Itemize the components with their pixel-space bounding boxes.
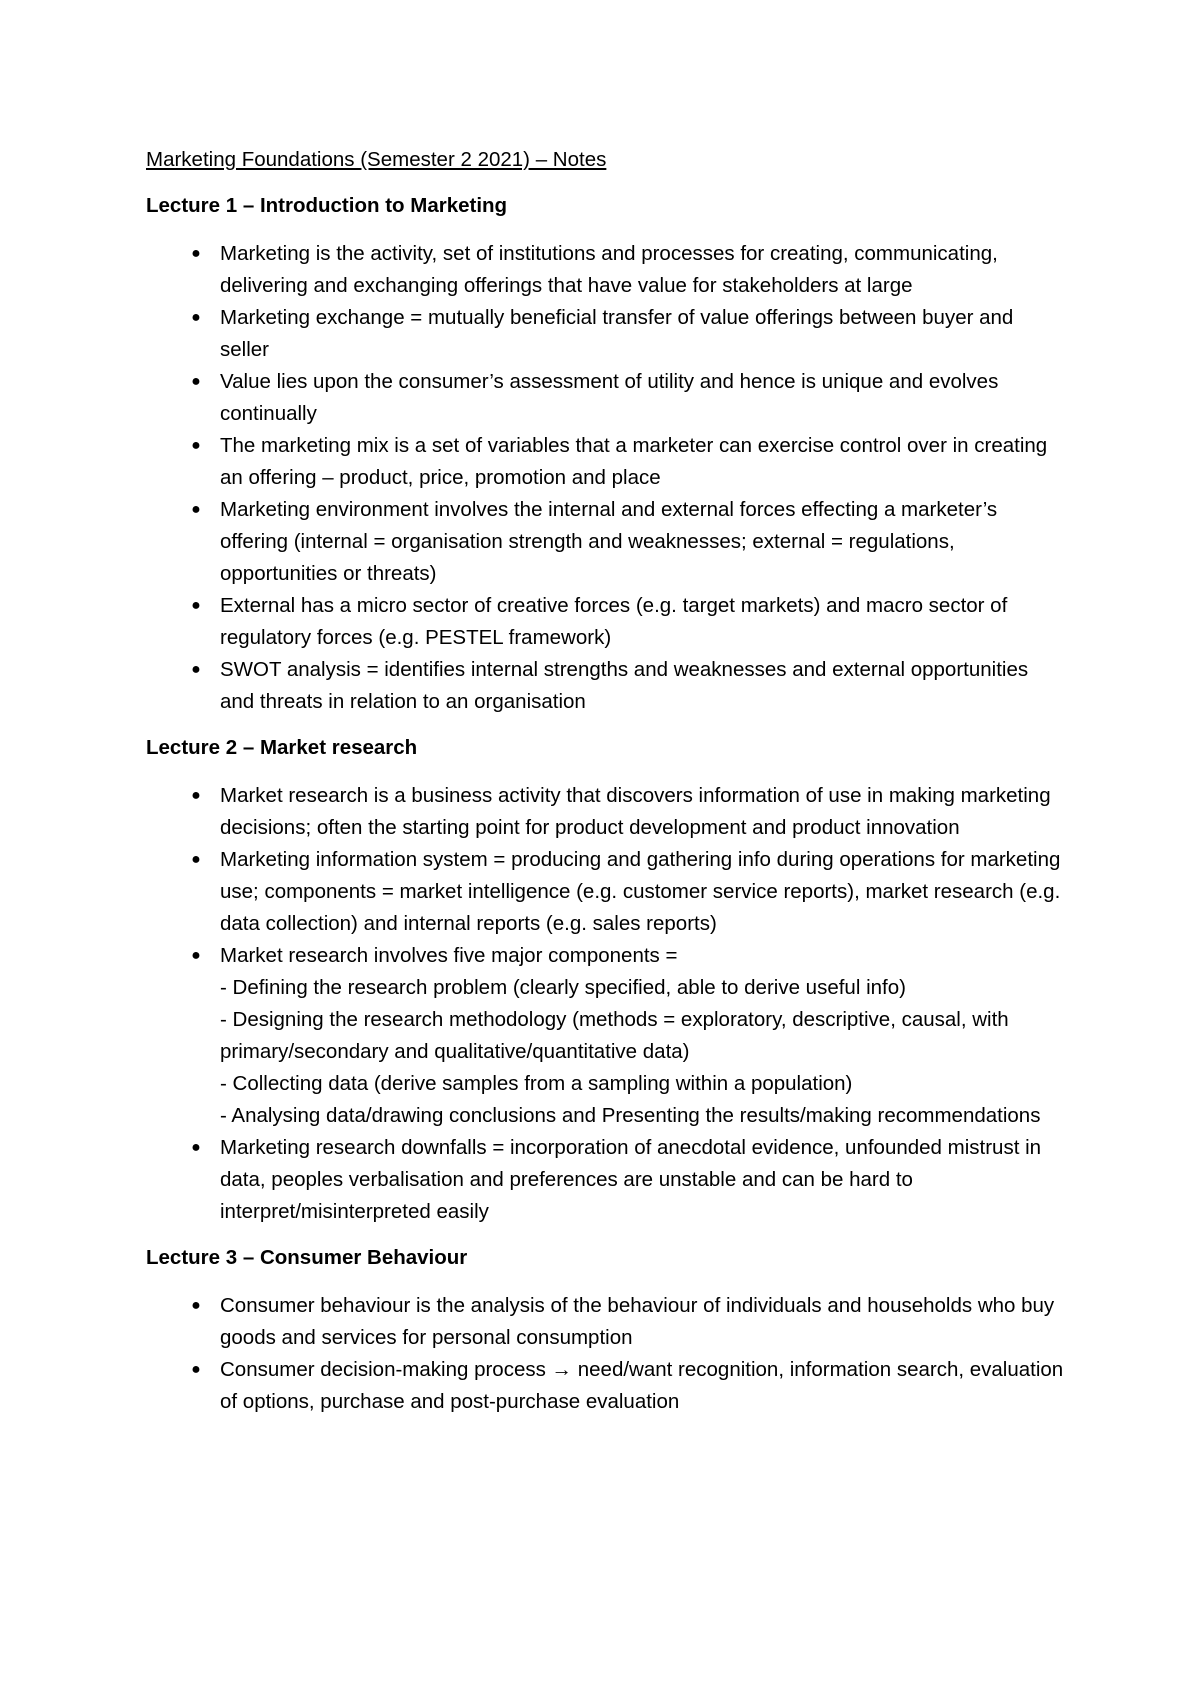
list-item-text: Marketing exchange = mutually beneficial transfer of value offerings between buyer and seller [220, 306, 1014, 361]
section-heading: Lecture 3 – Consumer Behaviour [146, 1246, 468, 1269]
list-item-text: Value lies upon the consumer’s assessment of utility and hence is unique and evolves continually [220, 370, 999, 425]
list-item-text: Marketing environment involves the internal and external forces effecting a marketer’s offering (internal = organisation strength and weaknesses; external = regulations, opportunities or threats) [220, 498, 998, 585]
section-heading: Lecture 2 – Market research [146, 736, 418, 759]
bullet-icon: ● [191, 947, 201, 964]
document-page [146, 144, 1066, 1432]
bullet-icon: ● [191, 245, 201, 262]
bullet-icon: ● [191, 373, 201, 390]
list-item [146, 302, 1066, 366]
list-item-text: Marketing research downfalls = incorporation of anecdotal evidence, unfounded mistrust in data, peoples verbalisation and preferences are unstable and can be hard to interpret/misinterpreted easily [220, 1136, 1042, 1223]
list-item [146, 780, 1066, 844]
list-item [146, 366, 1066, 430]
list-item-text: Market research is a business activity that discovers information of use in making marketing decisions; often the starting point for product development and product innovation [220, 784, 1051, 839]
bullet-list [146, 780, 1066, 1228]
list-item-text: Market research involves five major components = [220, 944, 678, 967]
document-title: Marketing Foundations (Semester 2 2021) – Notes [146, 148, 607, 171]
bullet-icon: ● [191, 501, 201, 518]
sub-item: - Collecting data (derive samples from a sampling within a population) [220, 1072, 853, 1095]
bullet-icon: ● [191, 1139, 201, 1156]
list-item [146, 1132, 1066, 1228]
bullet-icon: ● [191, 1361, 201, 1378]
bullet-icon: ● [191, 597, 201, 614]
bullet-list [146, 1290, 1066, 1418]
bullet-icon: ● [191, 661, 201, 678]
list-item [146, 590, 1066, 654]
list-item [146, 940, 1066, 1132]
list-item-text: Marketing is the activity, set of institutions and processes for creating, communicating, delivering and exchanging offerings that have value for stakeholders at large [220, 242, 998, 297]
list-item [146, 430, 1066, 494]
list-item [146, 844, 1066, 940]
bullet-icon: ● [191, 1297, 201, 1314]
bullet-icon: ● [191, 309, 201, 326]
list-item [146, 238, 1066, 302]
list-item-text: Consumer decision-making process → need/want recognition, information search, evaluation of options, purchase and post-purchase evaluation [220, 1358, 1064, 1413]
list-item-text: Marketing information system = producing and gathering info during operations for marketing use; components = market intelligence (e.g. customer service reports), market research (e.g. data collection) and internal reports (e.g. sales reports) [220, 848, 1061, 935]
list-item-text: SWOT analysis = identifies internal strengths and weaknesses and external opportunities and threats in relation to an organisation [220, 658, 1029, 713]
bullet-icon: ● [191, 787, 201, 804]
list-item-text: External has a micro sector of creative forces (e.g. target markets) and macro sector of regulatory forces (e.g. PESTEL framework) [220, 594, 1008, 649]
sub-item: - Designing the research methodology (methods = exploratory, descriptive, causal, with primary/secondary and qualitative/quantitative data) [220, 1008, 1009, 1063]
list-item [146, 654, 1066, 718]
list-item [146, 1354, 1066, 1418]
section-heading: Lecture 1 – Introduction to Marketing [146, 194, 508, 217]
list-item-text: The marketing mix is a set of variables that a marketer can exercise control over in creating an offering – product, price, promotion and place [220, 434, 1048, 489]
list-item [146, 1290, 1066, 1354]
list-item-text: Consumer behaviour is the analysis of the behaviour of individuals and households who buy goods and services for personal consumption [220, 1294, 1055, 1349]
sub-item: - Defining the research problem (clearly specified, able to derive useful info) [220, 976, 906, 999]
bullet-icon: ● [191, 437, 201, 454]
bullet-icon: ● [191, 851, 201, 868]
bullet-list [146, 238, 1066, 718]
sub-item: - Analysing data/drawing conclusions and Presenting the results/making recommendations [220, 1104, 1041, 1127]
list-item [146, 494, 1066, 590]
